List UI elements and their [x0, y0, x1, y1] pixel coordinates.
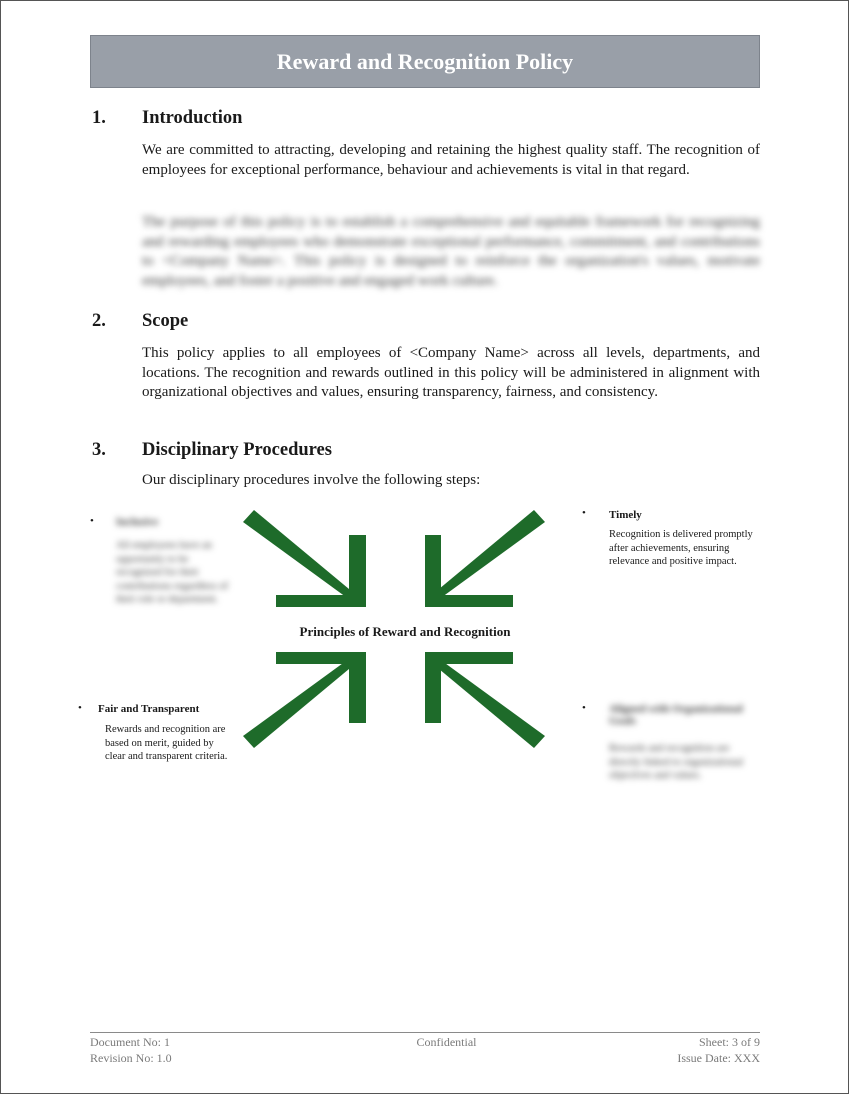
footer-revision-no: Revision No: 1.0 — [90, 1051, 172, 1065]
box-top-left-title: Inclusive — [116, 516, 159, 528]
introduction-paragraph: We are committed to attracting, developing and retaining the highest quality staff. The recognition of employees for exceptional performance, behaviour and achievements is vital in that regard. — [142, 142, 760, 178]
box-bottom-right-text: Rewards and recognition are directly linked to organizational objectives and values. — [609, 743, 744, 781]
section-number: 3. — [92, 440, 106, 460]
box-top-right-text: Recognition is delivered promptly after achievements, ensuring relevance and positive impact. — [609, 529, 753, 567]
scope-paragraph: This policy applies to all employees of <Company Name> across all levels, departments, and locations. The recognition and rewards outlined in this policy will be administered in alignment with organizational objectives and values, ensuring transparency, fairness, and consistency. — [142, 345, 760, 400]
diagram-center-label: Principles of Reward and Recognition — [299, 624, 511, 639]
bullet-icon: • — [78, 702, 82, 714]
footer-confidential: Confidential — [416, 1035, 477, 1049]
footer-document-no: Document No: 1 — [90, 1035, 170, 1049]
footer-divider — [90, 1032, 760, 1033]
footer-issue-date: Issue Date: XXX — [677, 1051, 760, 1065]
box-bottom-left-text: Rewards and recognition are based on merit, guided by clear and transparent criteria. — [105, 724, 228, 762]
box-top-left-text: All employees have an opportunity to be recognized for their contributions regardless of their role or department. — [116, 540, 228, 605]
introduction-blurred-paragraph: The purpose of this policy is to establish a comprehensive and equitable framework for recognizing and rewarding employees who demonstrate exceptional performance, commitment, and contributions to <Company Name>. This policy is designed to reinforce the organization's values, motivate employees, and foster a positive and engaged work culture. — [142, 214, 760, 289]
arrow-bottom-right-icon — [425, 652, 545, 748]
disciplinary-intro: Our disciplinary procedures involve the following steps: — [142, 472, 481, 488]
section-number: 2. — [92, 311, 106, 331]
box-bottom-right-title: Aligned with Organizational Goals — [609, 703, 743, 727]
section-title: Introduction — [142, 108, 243, 128]
arrow-bottom-left-icon — [243, 652, 366, 748]
bullet-icon: • — [90, 515, 94, 527]
box-top-right-title: Timely — [609, 509, 642, 521]
document-title: Reward and Recognition Policy — [90, 35, 760, 88]
section-title: Disciplinary Procedures — [142, 440, 332, 460]
arrow-top-left-icon — [243, 510, 366, 607]
footer-sheet: Sheet: 3 of 9 — [699, 1035, 760, 1049]
bullet-icon: • — [582, 507, 586, 519]
bullet-icon: • — [582, 702, 586, 714]
section-number: 1. — [92, 108, 106, 128]
arrow-top-right-icon — [425, 510, 545, 607]
box-bottom-left-title: Fair and Transparent — [98, 703, 200, 715]
section-title: Scope — [142, 311, 189, 331]
